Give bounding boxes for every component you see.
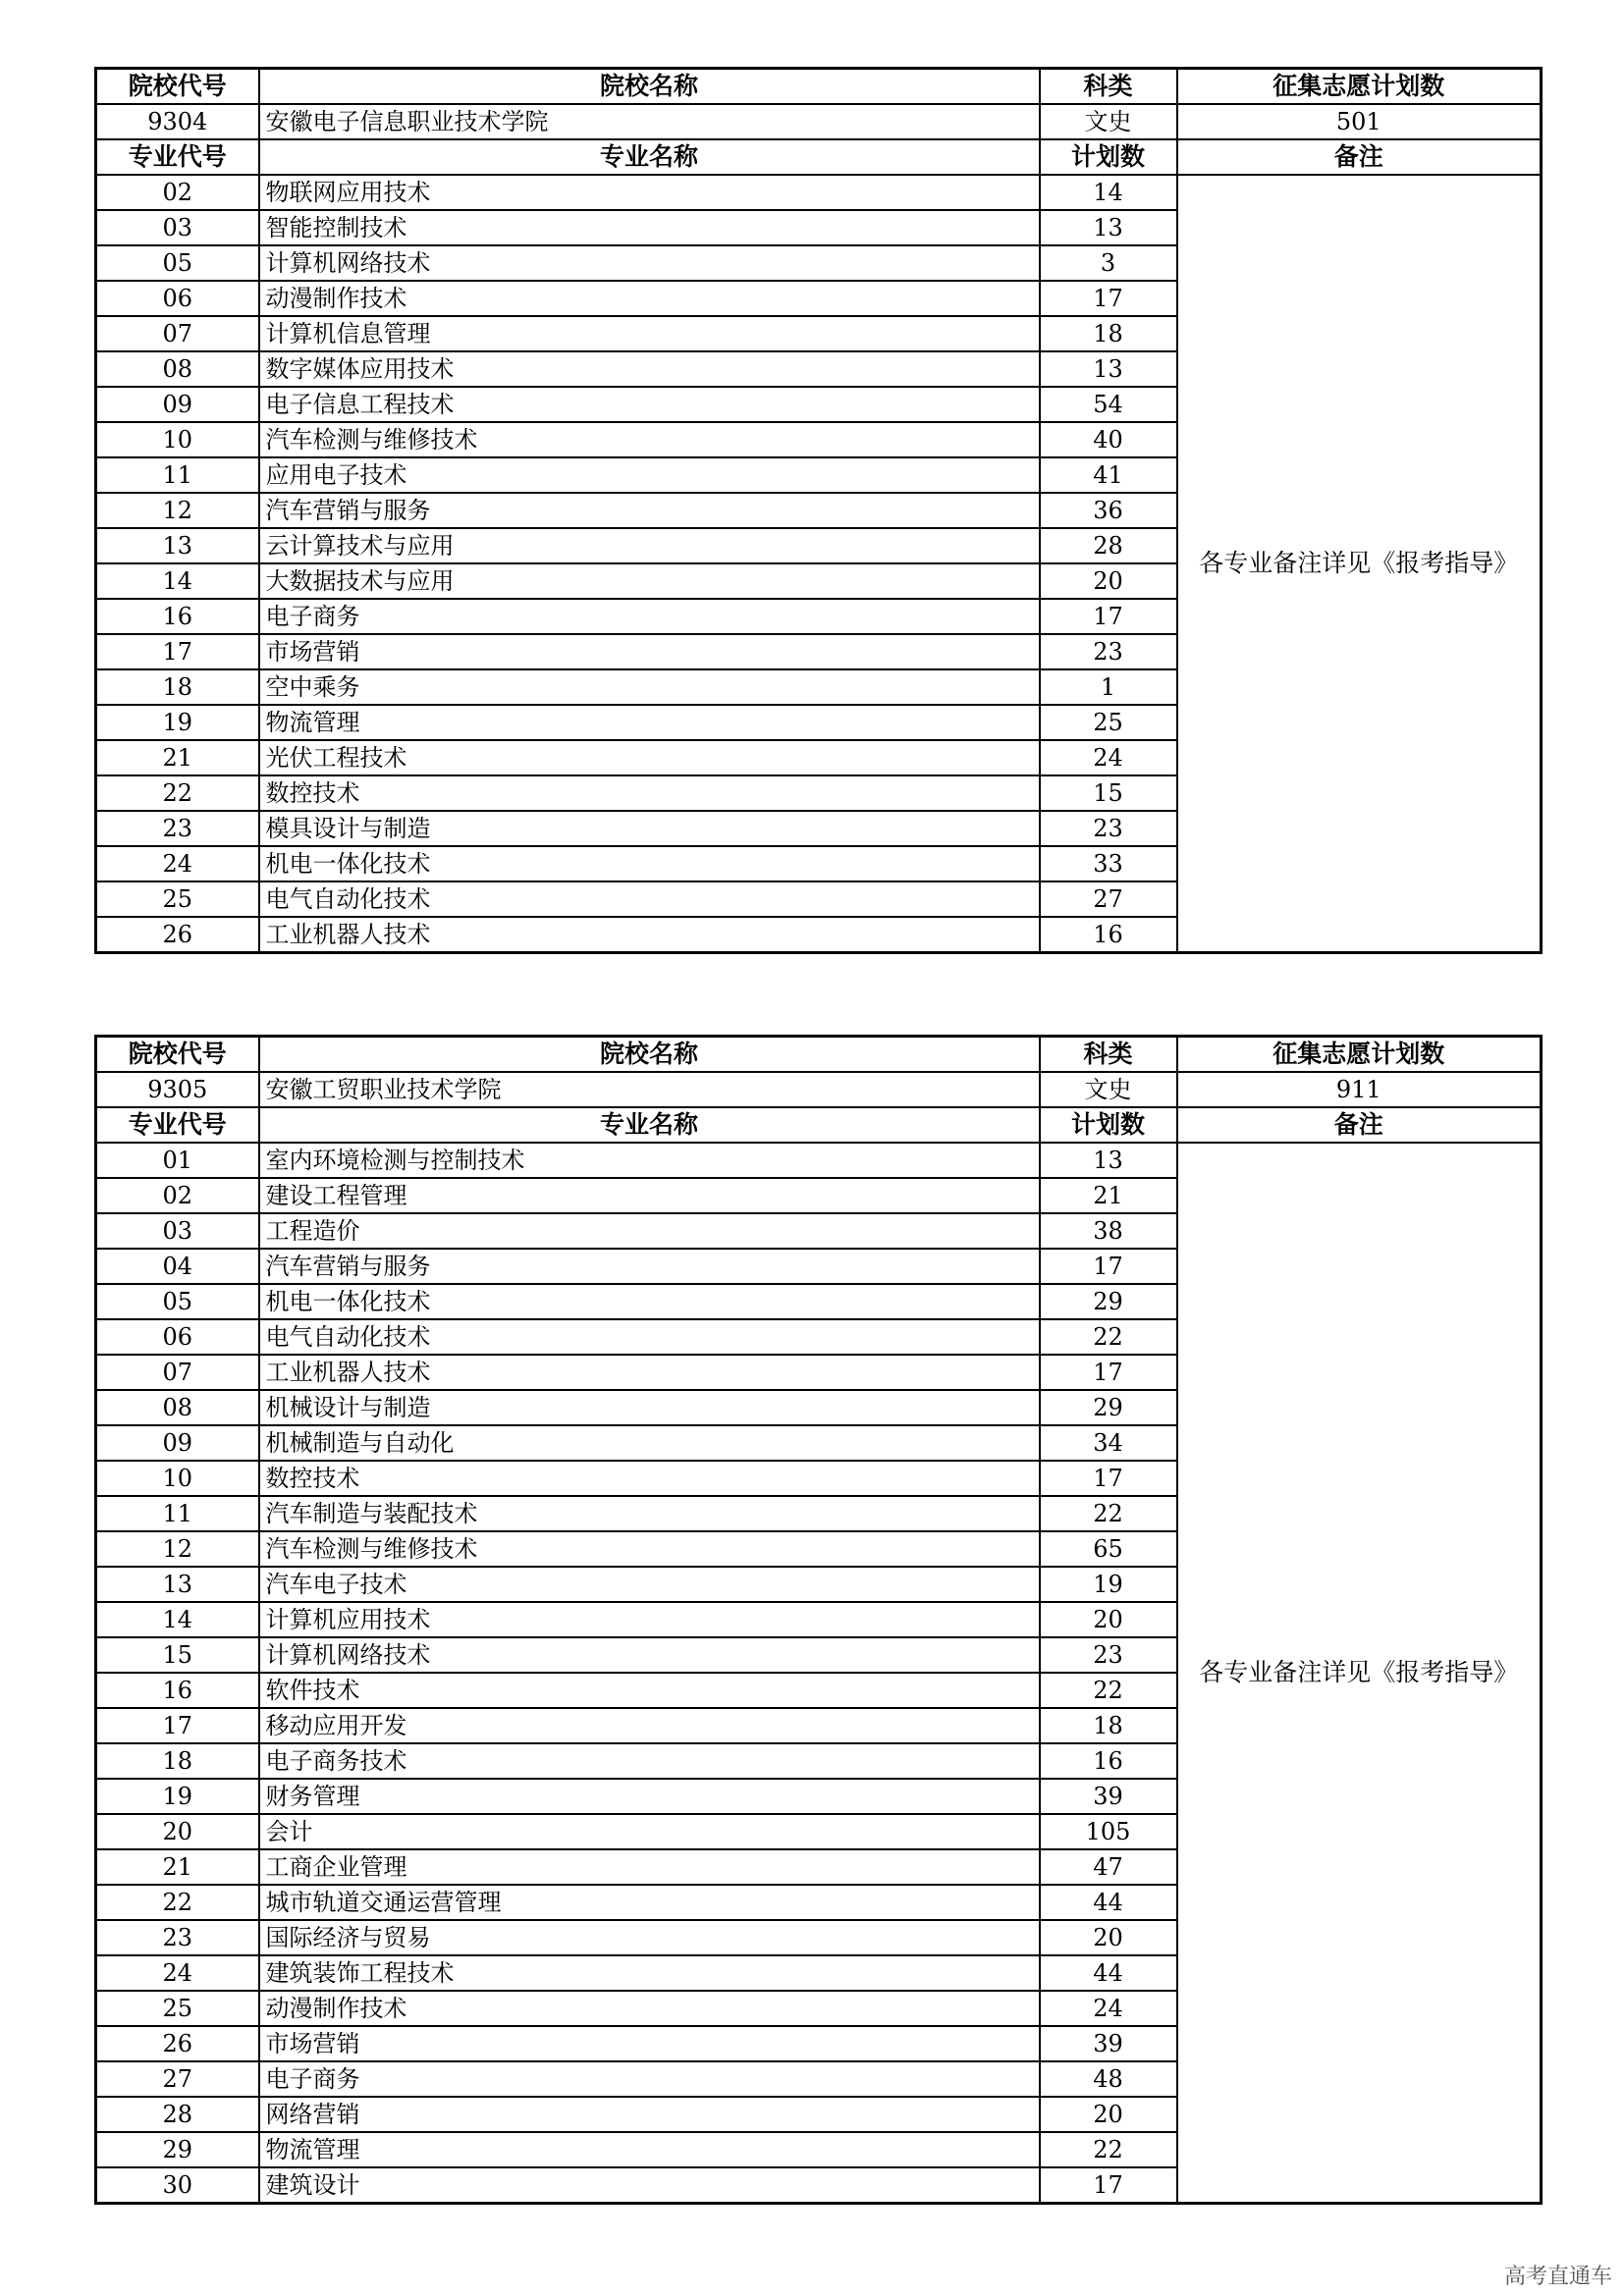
major-plan-count: 29 [1040,1284,1177,1319]
school-table-9304 [94,67,1543,954]
major-code: 12 [96,493,259,528]
major-name: 电子信息工程技术 [259,387,1040,422]
major-plan-count: 36 [1040,493,1177,528]
major-plan-count: 16 [1040,1743,1177,1779]
major-code: 18 [96,1743,259,1779]
major-code: 05 [96,1284,259,1319]
major-code: 08 [96,1390,259,1425]
header-major-name: 专业名称 [259,139,1040,175]
major-code: 10 [96,1461,259,1496]
major-plan-count: 22 [1040,1496,1177,1531]
major-plan-count: 24 [1040,740,1177,775]
major-plan-count: 34 [1040,1425,1177,1461]
major-name: 应用电子技术 [259,457,1040,493]
header-school-name: 院校名称 [259,69,1040,105]
major-code: 19 [96,705,259,740]
major-plan-count: 20 [1040,1920,1177,1955]
major-plan-count: 19 [1040,1567,1177,1602]
header-row [96,69,1542,105]
school-table-9305 [94,1035,1543,2205]
major-plan-count: 44 [1040,1885,1177,1920]
major-name: 电子商务技术 [259,1743,1040,1779]
major-code: 09 [96,1425,259,1461]
major-plan-count: 13 [1040,351,1177,387]
major-code: 16 [96,599,259,634]
major-plan-count: 22 [1040,1319,1177,1355]
major-name: 计算机网络技术 [259,1637,1040,1673]
major-plan-count: 54 [1040,387,1177,422]
school-plan-total: 501 [1177,104,1542,139]
watermark-text: 高考直通车 [1503,2265,1612,2289]
major-plan-count: 13 [1040,1143,1177,1178]
major-code: 07 [96,316,259,351]
major-name: 模具设计与制造 [259,811,1040,846]
header-major-code: 专业代号 [96,1107,259,1143]
major-plan-count: 105 [1040,1814,1177,1849]
major-code: 21 [96,1849,259,1885]
remark-cell: 各专业备注详见《报考指导》 [1177,1143,1542,2204]
major-name: 网络营销 [259,2097,1040,2132]
major-name: 软件技术 [259,1673,1040,1708]
major-name: 大数据技术与应用 [259,563,1040,599]
school-info-row [96,1072,1542,1107]
major-code: 17 [96,1708,259,1743]
school-category: 文史 [1040,1072,1177,1107]
school-category: 文史 [1040,104,1177,139]
header-plan-count: 计划数 [1040,1107,1177,1143]
major-name: 工程造价 [259,1213,1040,1249]
major-plan-count: 28 [1040,528,1177,563]
header-school-code: 院校代号 [96,69,259,105]
school-table-body [96,1037,1542,2204]
major-name: 建设工程管理 [259,1178,1040,1213]
school-name: 安徽电子信息职业技术学院 [259,104,1040,139]
major-name: 移动应用开发 [259,1708,1040,1743]
major-plan-count: 65 [1040,1531,1177,1567]
major-name: 会计 [259,1814,1040,1849]
major-plan-count: 38 [1040,1213,1177,1249]
major-plan-count: 20 [1040,1602,1177,1637]
major-name: 动漫制作技术 [259,281,1040,316]
major-plan-count: 24 [1040,1991,1177,2026]
major-plan-count: 21 [1040,1178,1177,1213]
major-plan-count: 22 [1040,1673,1177,1708]
header-category: 科类 [1040,69,1177,105]
header-row [96,139,1542,175]
major-plan-count: 22 [1040,2132,1177,2167]
major-name: 电子商务 [259,599,1040,634]
major-name: 工商企业管理 [259,1849,1040,1885]
major-code: 30 [96,2167,259,2204]
major-code: 14 [96,1602,259,1637]
school-code: 9304 [96,104,259,139]
major-code: 13 [96,528,259,563]
school-table-body [96,69,1542,953]
major-code: 23 [96,811,259,846]
major-name: 市场营销 [259,2026,1040,2061]
major-plan-count: 17 [1040,1461,1177,1496]
major-code: 04 [96,1249,259,1284]
header-category: 科类 [1040,1037,1177,1073]
major-code: 07 [96,1355,259,1390]
major-code: 24 [96,846,259,881]
major-name: 机械设计与制造 [259,1390,1040,1425]
major-code: 26 [96,917,259,953]
major-code: 22 [96,775,259,811]
header-row [96,1107,1542,1143]
major-name: 计算机网络技术 [259,245,1040,281]
major-plan-count: 48 [1040,2061,1177,2097]
major-plan-count: 18 [1040,1708,1177,1743]
major-code: 02 [96,175,259,210]
major-plan-count: 1 [1040,669,1177,705]
major-code: 17 [96,634,259,669]
major-plan-count: 17 [1040,1355,1177,1390]
major-plan-count: 39 [1040,1779,1177,1814]
major-code: 23 [96,1920,259,1955]
major-plan-count: 39 [1040,2026,1177,2061]
major-name: 空中乘务 [259,669,1040,705]
major-code: 03 [96,1213,259,1249]
major-code: 26 [96,2026,259,2061]
major-plan-count: 17 [1040,599,1177,634]
major-name: 城市轨道交通运营管理 [259,1885,1040,1920]
major-plan-count: 18 [1040,316,1177,351]
major-name: 动漫制作技术 [259,1991,1040,2026]
major-code: 29 [96,2132,259,2167]
major-name: 汽车营销与服务 [259,1249,1040,1284]
major-code: 05 [96,245,259,281]
major-name: 机电一体化技术 [259,1284,1040,1319]
major-plan-count: 17 [1040,1249,1177,1284]
major-code: 28 [96,2097,259,2132]
major-name: 数控技术 [259,1461,1040,1496]
major-name: 汽车制造与装配技术 [259,1496,1040,1531]
major-name: 光伏工程技术 [259,740,1040,775]
header-school-code: 院校代号 [96,1037,259,1073]
header-major-name: 专业名称 [259,1107,1040,1143]
major-name: 数控技术 [259,775,1040,811]
header-major-code: 专业代号 [96,139,259,175]
major-plan-count: 23 [1040,1637,1177,1673]
major-name: 电气自动化技术 [259,881,1040,917]
major-name: 市场营销 [259,634,1040,669]
header-plan-count: 计划数 [1040,139,1177,175]
major-code: 11 [96,457,259,493]
major-code: 06 [96,281,259,316]
school-name: 安徽工贸职业技术学院 [259,1072,1040,1107]
major-plan-count: 14 [1040,175,1177,210]
major-code: 11 [96,1496,259,1531]
major-name: 云计算技术与应用 [259,528,1040,563]
major-code: 19 [96,1779,259,1814]
major-name: 计算机信息管理 [259,316,1040,351]
major-plan-count: 41 [1040,457,1177,493]
major-plan-count: 44 [1040,1955,1177,1991]
major-code: 18 [96,669,259,705]
major-plan-count: 40 [1040,422,1177,457]
major-code: 10 [96,422,259,457]
major-code: 06 [96,1319,259,1355]
major-name: 国际经济与贸易 [259,1920,1040,1955]
header-plan-total: 征集志愿计划数 [1177,1037,1542,1073]
major-plan-count: 25 [1040,705,1177,740]
major-code: 14 [96,563,259,599]
school-code: 9305 [96,1072,259,1107]
major-name: 数字媒体应用技术 [259,351,1040,387]
major-code: 13 [96,1567,259,1602]
major-plan-count: 15 [1040,775,1177,811]
major-plan-count: 17 [1040,281,1177,316]
major-name: 建筑装饰工程技术 [259,1955,1040,1991]
major-code: 21 [96,740,259,775]
major-code: 20 [96,1814,259,1849]
major-name: 电气自动化技术 [259,1319,1040,1355]
major-code: 08 [96,351,259,387]
major-plan-count: 3 [1040,245,1177,281]
major-code: 02 [96,1178,259,1213]
major-name: 建筑设计 [259,2167,1040,2204]
major-code: 24 [96,1955,259,1991]
major-name: 智能控制技术 [259,210,1040,245]
major-code: 03 [96,210,259,245]
major-name: 工业机器人技术 [259,917,1040,953]
remark-cell: 各专业备注详见《报考指导》 [1177,175,1542,953]
major-code: 22 [96,1885,259,1920]
major-plan-count: 33 [1040,846,1177,881]
major-plan-count: 23 [1040,634,1177,669]
major-name: 物流管理 [259,2132,1040,2167]
table-row [96,1143,1542,1178]
major-name: 汽车检测与维修技术 [259,1531,1040,1567]
major-code: 27 [96,2061,259,2097]
major-code: 12 [96,1531,259,1567]
header-remark: 备注 [1177,1107,1542,1143]
major-code: 15 [96,1637,259,1673]
major-name: 汽车检测与维修技术 [259,422,1040,457]
major-plan-count: 27 [1040,881,1177,917]
major-plan-count: 17 [1040,2167,1177,2204]
major-plan-count: 16 [1040,917,1177,953]
major-name: 室内环境检测与控制技术 [259,1143,1040,1178]
major-plan-count: 20 [1040,563,1177,599]
major-name: 电子商务 [259,2061,1040,2097]
major-plan-count: 23 [1040,811,1177,846]
major-name: 计算机应用技术 [259,1602,1040,1637]
major-name: 物流管理 [259,705,1040,740]
header-plan-total: 征集志愿计划数 [1177,69,1542,105]
major-name: 物联网应用技术 [259,175,1040,210]
major-code: 01 [96,1143,259,1178]
major-plan-count: 13 [1040,210,1177,245]
major-code: 25 [96,1991,259,2026]
major-name: 机电一体化技术 [259,846,1040,881]
major-name: 汽车营销与服务 [259,493,1040,528]
major-plan-count: 20 [1040,2097,1177,2132]
major-name: 工业机器人技术 [259,1355,1040,1390]
school-info-row [96,104,1542,139]
major-name: 汽车电子技术 [259,1567,1040,1602]
school-plan-total: 911 [1177,1072,1542,1107]
major-plan-count: 29 [1040,1390,1177,1425]
major-name: 财务管理 [259,1779,1040,1814]
header-row [96,1037,1542,1073]
major-code: 09 [96,387,259,422]
major-code: 16 [96,1673,259,1708]
header-remark: 备注 [1177,139,1542,175]
major-plan-count: 47 [1040,1849,1177,1885]
header-school-name: 院校名称 [259,1037,1040,1073]
major-name: 机械制造与自动化 [259,1425,1040,1461]
table-row [96,175,1542,210]
major-code: 25 [96,881,259,917]
